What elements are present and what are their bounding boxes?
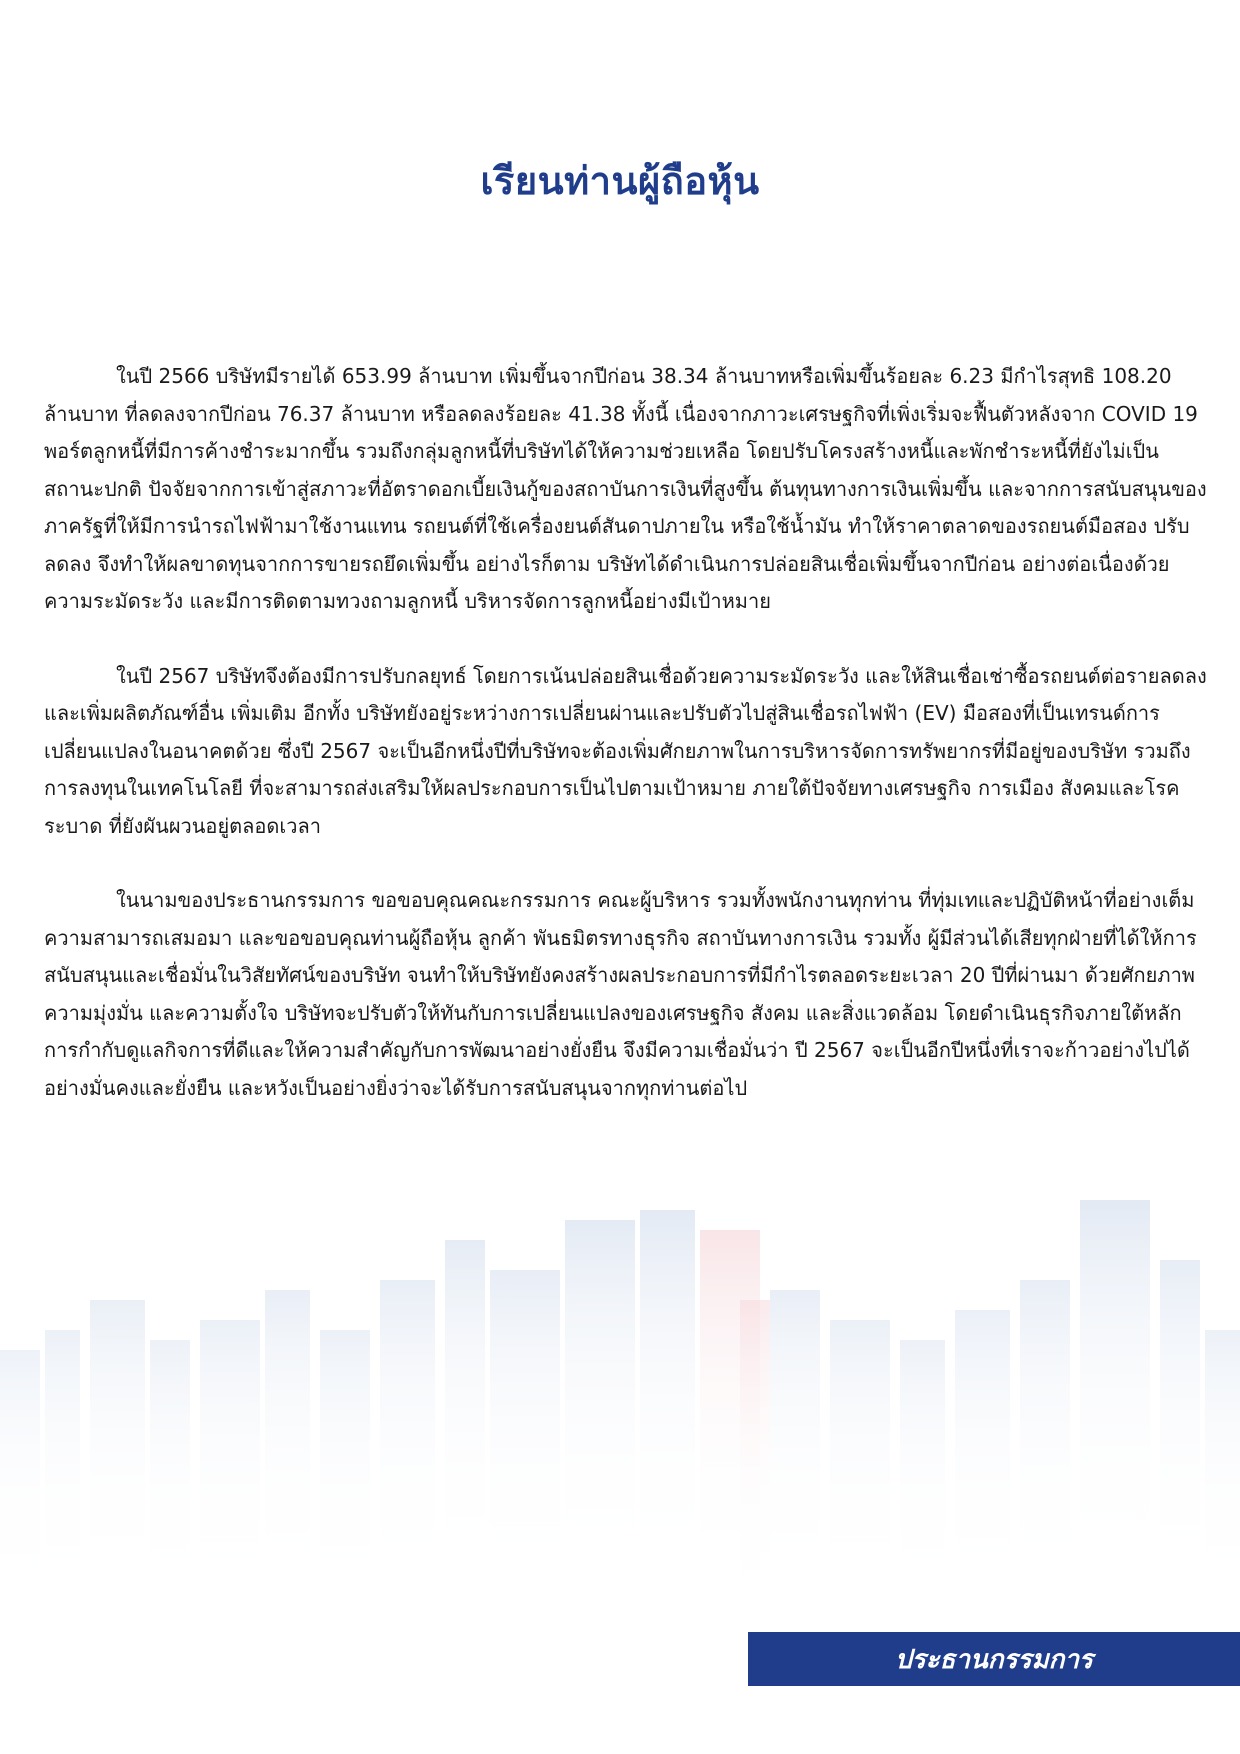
page-title: เรียนท่านผู้ถือหุ้น	[480, 159, 760, 203]
paragraph-1: ในปี 2566 บริษัทมีรายได้ 653.99 ล้านบาท เพิ่มขึ้นจากปีก่อน 38.34 ล้านบาทหรือเพิ่มขึ้นร้อยละ 6.23 มีกำไรสุทธิ 108.20 ล้านบาท ที่ลดลงจากปีก่อน 76.37 ล้านบาท หรือลดลงร้อยละ 41.38 ทั้งนี้ เนื่องจากภาวะเศรษฐกิจที่เพิ่งเริ่มจะฟื้นตัวหลังจาก COVID 19 พอร์ตลูกหนี้ที่มีการค้างชำระมากขึ้น รวมถึงกลุ่มลูกหนี้ที่บริษัทได้ให้ความช่วยเหลือ โดยปรับโครงสร้างหนี้และพักชำระหนี้ที่ยังไม่เป็นสถานะปกติ ปัจจัยจากการเข้าสู่สภาวะที่อัตราดอกเบี้ยเงินกู้ของสถาบันการเงินที่สูงขึ้น ต้นทุนทางการเงินเพิ่มขึ้น และจากการสนับสนุนของภาครัฐที่ให้มีการนำรถไฟฟ้ามาใช้งานแทน รถยนต์ที่ใช้เครื่องยนต์สันดาปภายใน หรือใช้น้ำมัน ทำให้ราคาตลาดของรถยนต์มือสอง ปรับลดลง จึงทำให้ผลขาดทุนจากการขายรถยึดเพิ่มขึ้น อย่างไรก็ตาม บริษัทได้ดำเนินการปล่อยสินเชื่อเพิ่มขึ้นจากปีก่อน อย่างต่อเนื่องด้วยความระมัดระวัง และมีการติดตามทวงถามลูกหนี้ บริหารจัดการลูกหนี้อย่างมีเป้าหมาย	[44, 364, 1207, 613]
signature-banner: ประธานกรรมการ	[748, 1632, 1240, 1686]
letter-body	[44, 358, 1214, 1144]
paragraph-2: ในปี 2567 บริษัทจึงต้องมีการปรับกลยุทธ์ โดยการเน้นปล่อยสินเชื่อด้วยความระมัดระวัง และให้สินเชื่อเช่าซื้อรถยนต์ต่อรายลดลง และเพิ่มผลิตภัณฑ์อื่น เพิ่มเติม อีกทั้ง บริษัทยังอยู่ระหว่างการเปลี่ยนผ่านและปรับตัวไปสู่สินเชื่อรถไฟฟ้า (EV) มือสองที่เป็นเทรนด์การเปลี่ยนแปลงในอนาคตด้วย ซึ่งปี 2567 จะเป็นอีกหนึ่งปีที่บริษัทจะต้องเพิ่มศักยภาพในการบริหารจัดการทรัพยากรที่มีอยู่ของบริษัท รวมถึงการลงทุนในเทคโนโลยี ที่จะสามารถส่งเสริมให้ผลประกอบการเป็นไปตามเป้าหมาย ภายใต้ปัจจัยทางเศรษฐกิจ การเมือง สังคมและโรคระบาด ที่ยังผันผวนอยู่ตลอดเวลา	[44, 663, 1207, 838]
paragraph-3: ในนามของประธานกรรมการ ขอขอบคุณคณะกรรมการ คณะผู้บริหาร รวมทั้งพนักงานทุกท่าน ที่ทุ่มเทและปฏิบัติหน้าที่อย่างเต็มความสามารถเสมอมา และขอขอบคุณท่านผู้ถือหุ้น ลูกค้า พันธมิตรทางธุรกิจ สถาบันทางการเงิน รวมทั้ง ผู้มีส่วนได้เสียทุกฝ่ายที่ได้ให้การสนับสนุนและเชื่อมั่นในวิสัยทัศน์ของบริษัท จนทำให้บริษัทยังคงสร้างผลประกอบการที่มีกำไรตลอดระยะเวลา 20 ปีที่ผ่านมา ด้วยศักยภาพ ความมุ่งมั่น และความตั้งใจ บริษัทจะปรับตัวให้ทันกับการเปลี่ยนแปลงของเศรษฐกิจ สังคม และสิ่งแวดล้อม โดยดำเนินธุรกิจภายใต้หลักการกำกับดูแลกิจการที่ดีและให้ความสำคัญกับการพัฒนาอย่างยั่งยืน จึงมีความเชื่อมั่นว่า ปี 2567 จะเป็นอีกปีหนึ่งที่เราจะก้าวอย่างไปได้อย่างมั่นคงและยั่งยืน และหวังเป็นอย่างยิ่งว่าจะได้รับการสนับสนุนจากทุกท่านต่อไป	[44, 888, 1197, 1100]
